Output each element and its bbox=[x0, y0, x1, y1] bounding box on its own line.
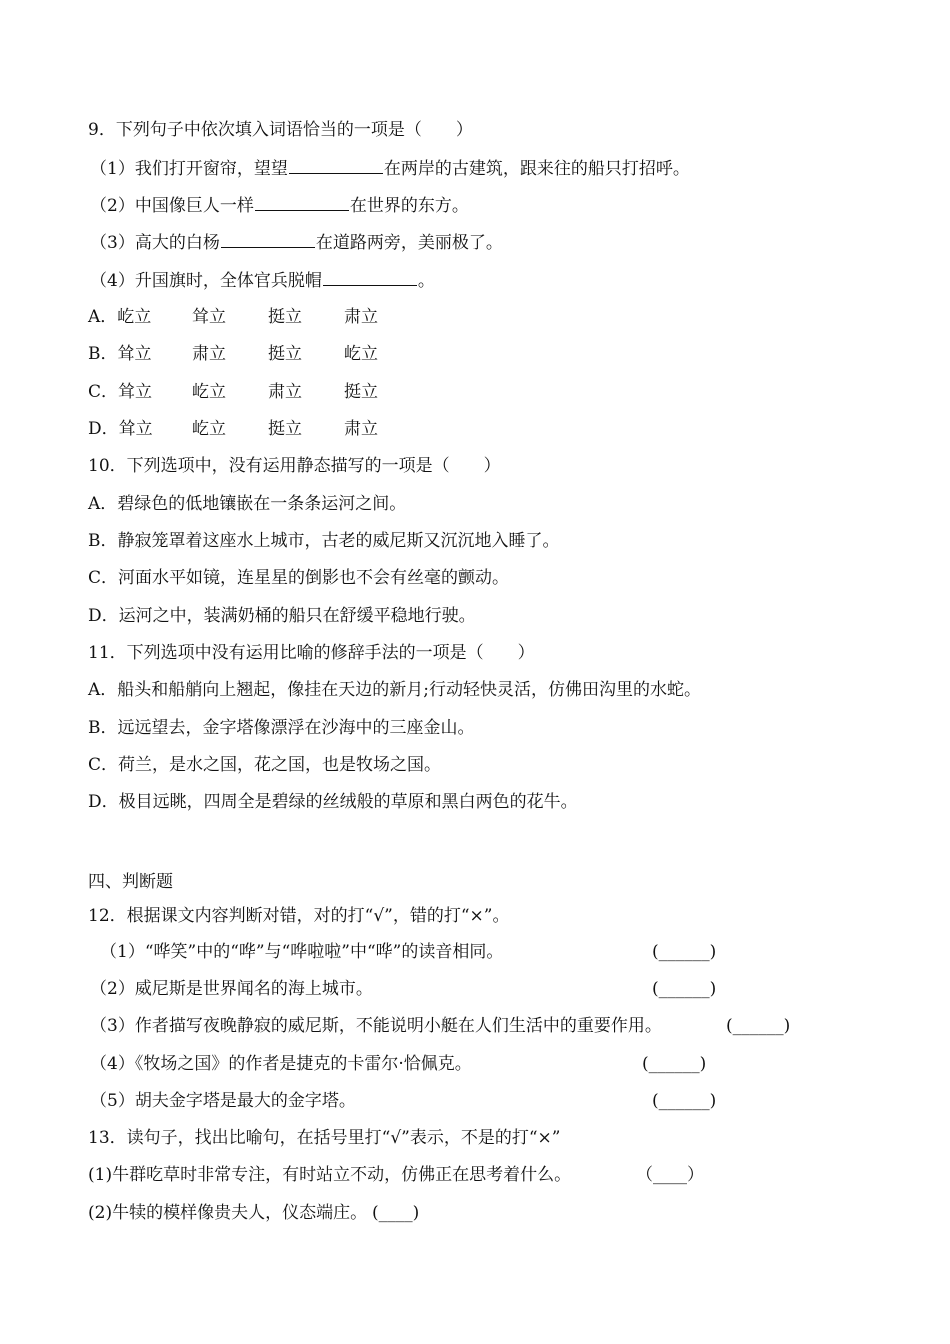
q9-option-a[interactable]: A．屹立 耸立 挺立 肃立 bbox=[88, 307, 378, 327]
q9-option-d[interactable]: D．耸立 屹立 挺立 肃立 bbox=[88, 419, 378, 439]
q10-option-c[interactable]: C．河面水平如镜，连星星的倒影也不会有丝毫的颤动。 bbox=[88, 568, 510, 588]
section-title-judgement: 四、判断题 bbox=[88, 872, 173, 892]
q9-sentence-4: （4）升国旗时，全体官兵脱帽 。 bbox=[90, 271, 435, 291]
answer-paren[interactable]: (______) bbox=[652, 942, 717, 962]
q11-option-b[interactable]: B．远远望去，金字塔像漂浮在沙海中的三座金山。 bbox=[88, 718, 475, 738]
q13-item-2: (2)牛犊的模样像贵夫人，仪态端庄。 bbox=[88, 1203, 368, 1223]
q9-sentence-2: （2）中国像巨人一样 在世界的东方。 bbox=[90, 196, 469, 216]
q10-stem: 10．下列选项中，没有运用静态描写的一项是（ ） bbox=[88, 456, 501, 476]
q11-option-d[interactable]: D．极目远眺，四周全是碧绿的丝绒般的草原和黑白两色的花牛。 bbox=[88, 792, 578, 812]
q11-option-a[interactable]: A．船头和船艄向上翘起，像挂在天边的新月;行动轻快灵活，仿佛田沟里的水蛇。 bbox=[88, 680, 702, 700]
q9-sentence-3: （3）高大的白杨 在道路两旁，美丽极了。 bbox=[90, 233, 503, 253]
fill-blank[interactable] bbox=[289, 157, 383, 174]
q12-item-3: （3）作者描写夜晚静寂的威尼斯，不能说明小艇在人们生活中的重要作用。 bbox=[90, 1016, 662, 1036]
q10-option-b[interactable]: B．静寂笼罩着这座水上城市，古老的威尼斯又沉沉地入睡了。 bbox=[88, 531, 560, 551]
q10-option-d[interactable]: D．运河之中，装满奶桶的船只在舒缓平稳地行驶。 bbox=[88, 606, 476, 626]
q11-stem: 11．下列选项中没有运用比喻的修辞手法的一项是（ ） bbox=[88, 643, 535, 663]
q12-item-4: （4）《牧场之国》的作者是捷克的卡雷尔·恰佩克。 bbox=[90, 1054, 472, 1074]
q12-item-1: （1）“哗笑”中的“哗”与“哗啦啦”中“哗”的读音相同。 bbox=[100, 942, 504, 962]
fill-blank[interactable] bbox=[255, 194, 349, 211]
q11-option-c[interactable]: C．荷兰，是水之国，花之国，也是牧场之国。 bbox=[88, 755, 442, 775]
q9-option-b[interactable]: B．耸立 肃立 挺立 屹立 bbox=[88, 344, 378, 364]
answer-paren[interactable]: (______) bbox=[642, 1054, 707, 1074]
q12-stem: 12．根据课文内容判断对错，对的打“√”，错的打“×”。 bbox=[88, 906, 510, 926]
q12-item-5: （5）胡夫金字塔是最大的金字塔。 bbox=[90, 1091, 356, 1111]
q9-option-c[interactable]: C．耸立 屹立 肃立 挺立 bbox=[88, 382, 378, 402]
fill-blank[interactable] bbox=[221, 231, 315, 248]
fill-blank[interactable] bbox=[323, 269, 417, 286]
answer-paren[interactable]: (____) bbox=[372, 1203, 420, 1223]
answer-paren[interactable]: (______) bbox=[726, 1016, 791, 1036]
answer-paren[interactable]: (______) bbox=[652, 979, 717, 999]
answer-paren[interactable]: （____） bbox=[636, 1165, 704, 1185]
q12-item-2: （2）威尼斯是世界闻名的海上城市。 bbox=[90, 979, 373, 999]
q13-item-1: (1)牛群吃草时非常专注，有时站立不动，仿佛正在思考着什么。 bbox=[88, 1165, 572, 1185]
answer-paren[interactable]: (______) bbox=[652, 1091, 717, 1111]
q10-option-a[interactable]: A．碧绿色的低地镶嵌在一条条运河之间。 bbox=[88, 494, 407, 514]
q9-stem: 9．下列句子中依次填入词语恰当的一项是（ ） bbox=[88, 120, 473, 140]
q13-stem: 13．读句子，找出比喻句，在括号里打“√”表示，不是的打“×” bbox=[88, 1128, 561, 1148]
q9-sentence-1: （1）我们打开窗帘，望望 在两岸的古建筑，跟来往的船只打招呼。 bbox=[90, 159, 690, 179]
